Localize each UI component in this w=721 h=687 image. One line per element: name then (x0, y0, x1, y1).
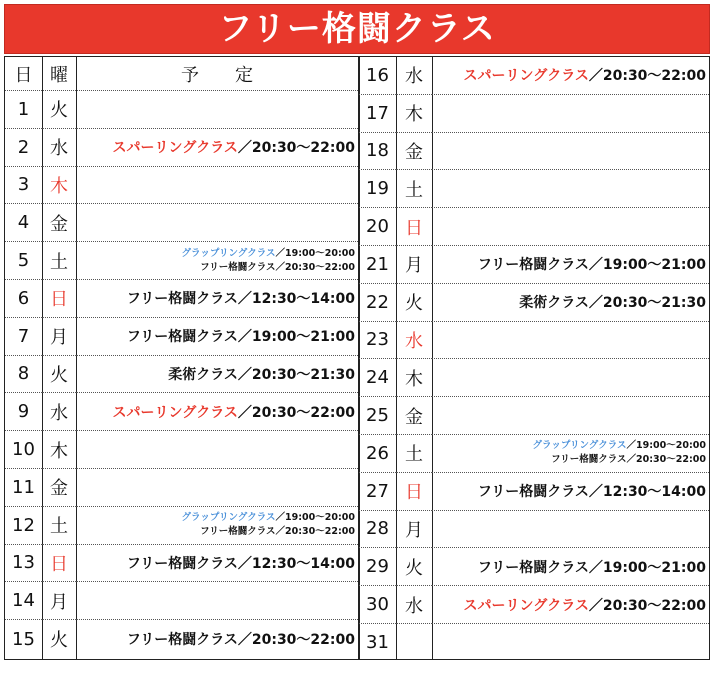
class-time: ／12:30〜14:00 (237, 291, 355, 308)
weekday: 月 (42, 582, 76, 620)
schedule-table (4, 56, 710, 660)
class-time: ／19:00〜20:00 (626, 440, 706, 452)
schedule-cell (432, 397, 709, 435)
class-time: ／19:00〜20:00 (275, 512, 355, 524)
class-time: ／20:30〜22:00 (275, 261, 355, 273)
class-time: ／20:30〜22:00 (275, 526, 355, 538)
weekday: 日 (42, 545, 76, 583)
schedule-entry (200, 261, 355, 275)
schedule-entry (127, 326, 355, 346)
schedule-cell (432, 586, 709, 624)
class-time: ／19:00〜21:00 (588, 559, 706, 576)
schedule-cell (432, 246, 709, 284)
day-number: 5 (5, 242, 42, 280)
class-name: グラップリングクラス (532, 440, 627, 452)
schedule-cell (76, 620, 358, 658)
weekday: 土 (396, 170, 432, 208)
header-day: 日 (5, 57, 42, 91)
day-number: 20 (359, 208, 396, 246)
weekday: 木 (42, 431, 76, 469)
schedule-entry (168, 364, 355, 384)
schedule-cell (76, 242, 358, 280)
day-number: 7 (5, 318, 42, 356)
class-name: スパーリングクラス (463, 68, 589, 85)
schedule-cell (432, 473, 709, 511)
day-number: 24 (359, 359, 396, 397)
day-number: 9 (5, 393, 42, 431)
class-time: ／19:00〜20:00 (275, 247, 355, 259)
schedule-entry (113, 402, 355, 422)
weekday: 日 (396, 473, 432, 511)
schedule-entry (478, 557, 706, 577)
weekday: 土 (42, 507, 76, 545)
class-name: フリー格闘クラス (200, 261, 276, 273)
day-number: 16 (359, 57, 396, 95)
day-number: 10 (5, 431, 42, 469)
day-number: 21 (359, 246, 396, 284)
schedule-entry (127, 288, 355, 308)
schedule-cell (432, 170, 709, 208)
day-number: 6 (5, 280, 42, 318)
schedule-cell (76, 204, 358, 242)
day-number: 15 (12, 628, 35, 650)
schedule-entry (533, 439, 706, 453)
schedule-cell (432, 624, 709, 662)
day-number: 3 (5, 167, 42, 205)
schedule-cell (76, 167, 358, 205)
class-name: 柔術クラス (519, 295, 589, 312)
schedule-cell (76, 91, 358, 129)
day-number: 26 (359, 435, 396, 473)
class-time: ／20:30〜22:00 (237, 140, 355, 157)
day-number: 22 (359, 284, 396, 322)
day-number: 23 (359, 322, 396, 360)
class-name: フリー格闘クラス (126, 291, 238, 308)
schedule-cell (432, 208, 709, 246)
day-number: 1 (5, 91, 42, 129)
class-time: ／12:30〜14:00 (588, 484, 706, 501)
weekday: 水 (42, 393, 76, 431)
weekday: 金 (42, 469, 76, 507)
schedule-entry (113, 137, 355, 157)
schedule-cell (76, 545, 358, 583)
class-time: ／12:30〜14:00 (237, 555, 355, 572)
schedule-cell (76, 582, 358, 620)
weekday: 水 (42, 129, 76, 167)
schedule-cell (432, 359, 709, 397)
class-name: スパーリングクラス (112, 404, 238, 421)
class-name: 柔術クラス (168, 366, 238, 383)
weekday: 土 (42, 242, 76, 280)
weekday (396, 624, 432, 662)
schedule-cell (76, 318, 358, 356)
weekday: 木 (42, 167, 76, 205)
class-time: ／20:30〜22:00 (626, 454, 706, 466)
class-name: フリー格闘クラス (126, 632, 238, 649)
header-weekday: 曜 (42, 57, 76, 91)
weekday: 水 (396, 57, 432, 95)
day-number: 12 (5, 507, 42, 545)
weekday: 金 (42, 204, 76, 242)
schedule-entry (182, 247, 355, 261)
schedule-cell (432, 133, 709, 171)
class-name: フリー格闘クラス (477, 484, 589, 501)
weekday: 火 (396, 284, 432, 322)
weekday: 月 (42, 318, 76, 356)
weekday: 火 (50, 630, 68, 652)
day-number: 25 (359, 397, 396, 435)
schedule-entry (478, 254, 706, 274)
class-name: フリー格闘クラス (126, 329, 238, 346)
day-number: 2 (5, 129, 42, 167)
schedule-entry (182, 511, 355, 525)
day-number: 29 (359, 548, 396, 586)
schedule-cell (76, 280, 358, 318)
class-name: フリー格闘クラス (477, 257, 589, 274)
day-number: 18 (359, 133, 396, 171)
schedule-cell (76, 507, 358, 545)
weekday: 木 (396, 359, 432, 397)
schedule-cell (432, 284, 709, 322)
class-name: スパーリングクラス (112, 140, 238, 157)
schedule-cell (432, 511, 709, 549)
page-title: フリー格闘クラス (4, 4, 710, 54)
class-name: スパーリングクラス (463, 597, 589, 614)
weekday: 日 (396, 208, 432, 246)
class-time: ／20:30〜22:00 (588, 68, 706, 85)
schedule-entry (127, 553, 355, 573)
day-number: 17 (359, 95, 396, 133)
schedule-entry (200, 525, 355, 539)
schedule-entry (551, 453, 706, 467)
day-number: 30 (359, 586, 396, 624)
schedule-cell (76, 129, 358, 167)
weekday: 月 (396, 246, 432, 284)
schedule-cell (76, 469, 358, 507)
weekday: 月 (396, 511, 432, 549)
class-name: フリー格闘クラス (477, 559, 589, 576)
class-name: フリー格闘クラス (551, 454, 627, 466)
day-number: 27 (359, 473, 396, 511)
class-time: ／19:00〜21:00 (588, 257, 706, 274)
schedule-cell (76, 393, 358, 431)
schedule-cell (76, 431, 358, 469)
schedule-cell (432, 548, 709, 586)
weekday: 火 (42, 356, 76, 394)
header-schedule: 予 定 (76, 57, 358, 91)
schedule-cell (76, 356, 358, 394)
weekday: 金 (396, 133, 432, 171)
class-time: ／20:30〜22:00 (237, 632, 355, 649)
weekday: 火 (396, 548, 432, 586)
weekday: 火 (42, 91, 76, 129)
weekday: 金 (396, 397, 432, 435)
day-number: 31 (366, 632, 389, 654)
class-time: ／20:30〜22:00 (588, 597, 706, 614)
day-number: 4 (5, 204, 42, 242)
class-time: ／20:30〜21:30 (588, 295, 706, 312)
day-number: 14 (5, 582, 42, 620)
class-name: グラップリングクラス (181, 512, 276, 524)
schedule-entry (127, 629, 355, 649)
weekday: 水 (396, 586, 432, 624)
day-number: 8 (5, 356, 42, 394)
schedule-cell (432, 435, 709, 473)
class-name: フリー格闘クラス (200, 526, 276, 538)
schedule-entry (478, 481, 706, 501)
schedule-entry (464, 595, 706, 615)
schedule-entry (519, 292, 706, 312)
class-time: ／20:30〜22:00 (237, 404, 355, 421)
day-number: 11 (5, 469, 42, 507)
weekday: 木 (396, 95, 432, 133)
weekday: 水 (396, 322, 432, 360)
day-number: 19 (359, 170, 396, 208)
class-name: グラップリングクラス (181, 247, 276, 259)
schedule-cell (432, 57, 709, 95)
schedule-cell (432, 95, 709, 133)
day-number: 28 (359, 511, 396, 549)
weekday: 土 (396, 435, 432, 473)
class-time: ／20:30〜21:30 (237, 366, 355, 383)
class-time: ／19:00〜21:00 (237, 329, 355, 346)
class-name: フリー格闘クラス (126, 555, 238, 572)
day-number: 13 (5, 545, 42, 583)
schedule-entry (464, 65, 706, 85)
weekday: 日 (42, 280, 76, 318)
schedule-cell (432, 322, 709, 360)
